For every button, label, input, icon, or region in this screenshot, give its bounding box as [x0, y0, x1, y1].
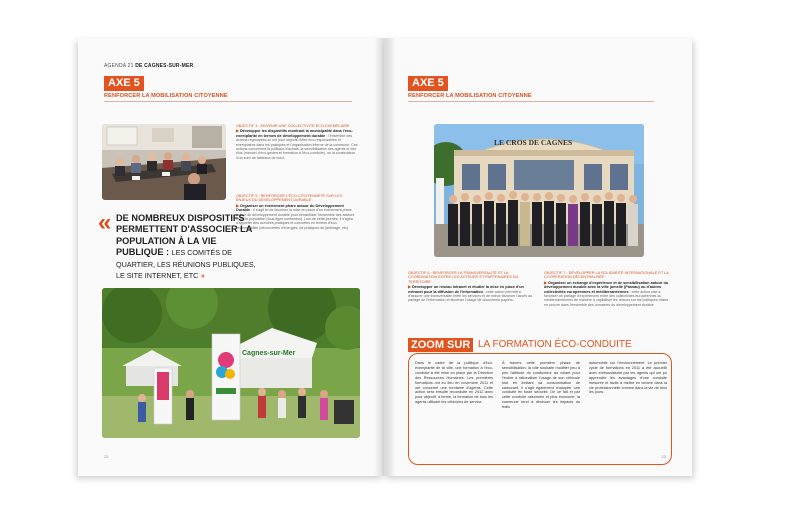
- axe-title: RENFORCER LA MOBILISATION CITOYENNE: [104, 93, 228, 99]
- axe-title: RENFORCER LA MOBILISATION CITOYENNE: [408, 93, 532, 99]
- objective-4-bullet: ▶ Développer les dispositifs montrant la municipalité dans l'éco-exemplarité en termes de développement durable: [236, 129, 353, 137]
- objective-5-body: : il s'agit ici de favoriser la mise en place d'un événement phare autour du développement durable pour sensibiliser l'ensemble des acteurs et de la population (tous âges confondus). Lors de cette journée, il s'agira d'apporter des données pratiques et concrètes en termes d'éco-responsabilité (découvertes d'énergies, de pratiques de jardinage, etc).: [236, 208, 355, 230]
- running-head: [104, 63, 193, 69]
- zoom-box: [408, 353, 672, 465]
- left-page-number: 22: [104, 454, 109, 459]
- quote-open-mark: «: [98, 209, 112, 236]
- quote-close-mark: »: [200, 273, 205, 281]
- objective-6-bullet: ▶ Développer un réseau Intranet et étudier la mise en place d'un extranet pour la diffusion de l'information: [408, 285, 524, 293]
- axe-badge: AXE 5: [104, 76, 144, 91]
- building-sign: LE CROS DE CAGNES: [494, 138, 573, 147]
- objective-7-bullet: ▶ Organiser un échange d'expérience et de sensibilisation autour du développement durable avec la ville jumelle (Passau) ou d'autres collectivités européennes et méditerranéennes: [544, 281, 668, 294]
- objective-6: [408, 271, 534, 303]
- header-rule: [104, 101, 352, 102]
- meeting-photo-image: [102, 124, 226, 200]
- objective-6-heading: OBJECTIF 6 : RENFORCER LA TRANSVERSALITÉ ET LA COORDINATION ENTRE LES ACTEURS ET PARTENAIRES DU TERRITOIRE: [408, 271, 519, 284]
- group-photo-image: [434, 124, 644, 257]
- axe-badge: AXE 5: [408, 76, 448, 91]
- pull-quote: [98, 209, 260, 282]
- running-head-city: DE CAGNES-SUR-MER: [135, 63, 194, 69]
- quote-main: DE NOMBREUX DISPOSITIFS PERMETTENT D'ASSOCIER LA POPULATION À LA VIE PUBLIQUE :: [116, 213, 253, 258]
- objective-7-body: : cette action vise à favoriser un partage d'expériences entre des collectivités européennes ou méditerranéennes de manière à capitaliser les retours sur les politiques mises en oeuvre dans l'ensemble des domaines du développement durable.: [544, 289, 669, 307]
- objective-4-heading: OBJECTIF 4 : DEVENIR UNE COLLECTIVITÉ ÉCO-EXEMPLAIRE: [236, 124, 350, 128]
- left-page: [78, 38, 384, 476]
- quote-small: LES COMITÉS DE QUARTIER, LES RÉUNIONS PUBLIQUES, LE SITE INTERNET, ETC: [116, 248, 256, 281]
- zoom-badge: ZOOM SUR: [408, 338, 473, 352]
- objective-6-body: : cette action permettra d'assurer une transversalité entre les services et de mieux favoriser l'accès au partage de l'information et favoriser l'usage de documents papiers.: [408, 289, 533, 303]
- banner-text: Cagnes-sur-Mer: [242, 350, 296, 357]
- right-page-number: 23: [661, 454, 666, 459]
- objective-7: [544, 271, 670, 307]
- objective-5-bullet: ▶ Organiser un événement phare autour du Développement Durable: [236, 204, 344, 212]
- meeting-photo: [102, 124, 226, 200]
- objective-4-body: : l'ensemble des actions regroupées ici ont pour objectif d'être éco-responsables et exemplaires dans les pratiques et l'organisation interne de la commune. Ces actions concernent la politique d'achats, la sensibilisation des agents et des élus (manuel d'éco-gestes et formation à l'éco-conduite), ou la construction d'un suivi de tableaux de bord.: [236, 133, 358, 160]
- event-photo: [102, 288, 360, 438]
- objective-7-heading: OBJECTIF 7 : DÉVELOPPER LA SOLIDARITÉ INTERNATIONALE ET LA COOPÉRATION DÉCENTRALISÉE: [544, 271, 669, 280]
- header-rule: [408, 101, 654, 102]
- running-head-prefix: AGENDA 21: [104, 63, 134, 69]
- group-photo: [434, 124, 644, 257]
- zoom-title: LA FORMATION ÉCO-CONDUITE: [478, 339, 632, 350]
- event-photo-image: [102, 288, 360, 438]
- zoom-column-3: automobile sur l'environnement. Le premier cycle de formations en 2011 a été accueilli avec enthousiasme par les agents qui ont pu apprendre les avantages d'une conduite mesurée et facile à mettre en oeuvre dans la vie professionnelle comme dans la vie de tous les jours.: [589, 361, 667, 395]
- zoom-column-2: À travers cette première phase de sensibilisation, la ville souhaite modifier peu à peu l'attitude du conducteur au volant pour l'inciter à rationaliser l'usage de son véhicule tout en limitant sa consommation de carburant. Il s'agit également d'adopter une conduite en toute sécurité. De ce fait et par cette conduite raisonnée et plus économe, la commune tend à diminuer les impacts du trafic: [502, 361, 580, 410]
- document-spread: [78, 38, 692, 476]
- objective-5-heading: OBJECTIF 5 : RENFORCER L'ÉCO-CITOYENNETÉ SUR LES ENJEUX DU DÉVELOPPEMENT DURABLE: [236, 194, 343, 203]
- zoom-column-1: Dans le cadre de la politique d'éco-exemplarité de la ville, une formation à l'éco-conduite a été mise en place par la Direction des Ressources Humaines. Les premières formations ont eu lieu en novembre 2011 et ont concerné une trentaine d'agents. Cette action sera ensuite reconduite en 2012 avec pour objectif, à terme, la formation de tous les agents utilisant les véhicules de service.: [415, 361, 493, 405]
- objective-4: [236, 124, 358, 160]
